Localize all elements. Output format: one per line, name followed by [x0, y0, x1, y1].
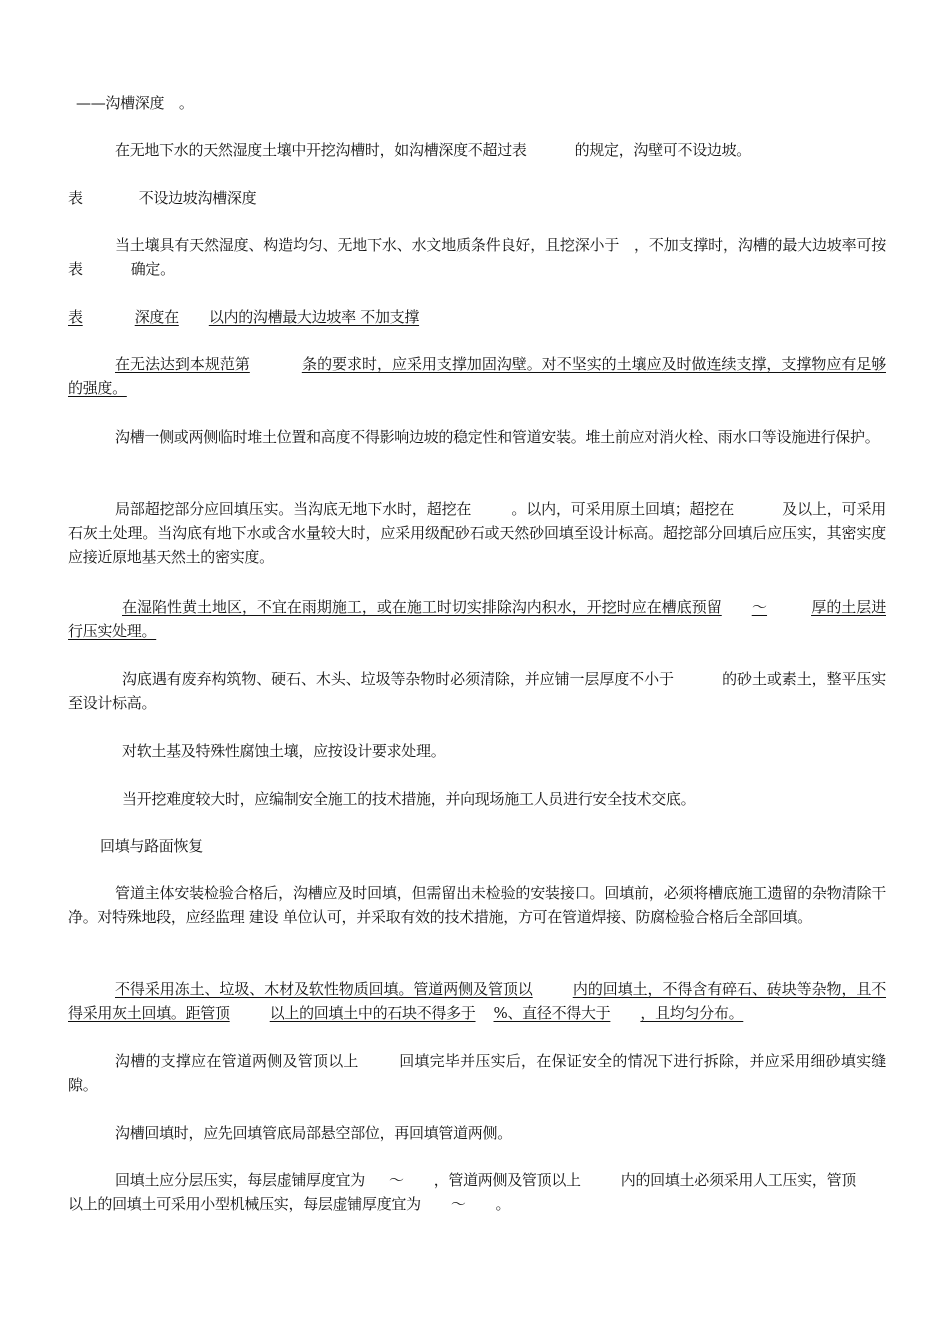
paragraph-backfill-order: 沟槽回填时，应先回填管底局部悬空部位，再回填管道两侧。	[115, 1124, 512, 1142]
table-caption-no-slope-depth: 表 不设边坡沟槽深度	[68, 189, 257, 207]
section-heading-backfill: 回填与路面恢复	[100, 837, 203, 855]
paragraph-soft-soil: 对软土基及特殊性腐蚀土壤，应按设计要求处理。	[122, 742, 446, 760]
paragraph-support-reinforcement: 在无法达到本规范第 条的要求时，应采用支撑加固沟壁。对不坚实的土壤应及时做连续支撑，支撑物应有足够的强度。	[68, 355, 886, 397]
paragraph-debris-removal: 沟底遇有废弃构筑物、硬石、木头、垃圾等杂物时必须清除，并应铺一层厚度不小于 的砂土或素土，整平压实至设计标高。	[68, 670, 887, 712]
paragraph-backfill-timing: 管道主体安装检验合格后，沟槽应及时回填，但需留出未检验的安装接口。回填前，必须将槽底施工遗留的杂物清除干净。对特殊地段，应经监理 建设 单位认可，并采取有效的技术措施，方可在管道焊接、防腐检验合格后全部回填。	[68, 884, 886, 926]
paragraph-soil-stacking: 沟槽一侧或两侧临时堆土位置和高度不得影响边坡的稳定性和管道安装。堆土前应对消火栓、雨水口等设施进行保护。	[115, 428, 880, 446]
paragraph-loess-area: 在湿陷性黄土地区，不宜在雨期施工，或在施工时切实排除沟内积水，开挖时应在槽底预留 ～ 厚的土层进行压实处理。	[68, 598, 886, 640]
paragraph-max-slope-rate: 当土壤具有天然湿度、构造均匀、无地下水、水文地质条件良好，且挖深小于 ，不加支撑时，沟槽的最大边坡率可按表 确定。	[68, 236, 886, 278]
table-caption-max-slope-rate: 表 深度在 以内的沟槽最大边坡率 不加支撑	[68, 308, 420, 326]
paragraph-no-slope-condition: 在无地下水的天然湿度土壤中开挖沟槽时，如沟槽深度不超过表 的规定，沟壁可不设边坡。	[115, 141, 752, 159]
paragraph-support-removal: 沟槽的支撑应在管道两侧及管顶以上 回填完毕并压实后，在保证安全的情况下进行拆除，并应采用细砂填实缝隙。	[68, 1052, 887, 1094]
paragraph-safety-measures: 当开挖难度较大时，应编制安全施工的技术措施，并向现场施工人员进行安全技术交底。	[122, 790, 696, 808]
paragraph-backfill-materials: 不得采用冻土、垃圾、木材及软性物质回填。管道两侧及管顶以 内的回填土，不得含有碎石、砖块等杂物，且不得采用灰土回填。距管顶 以上的回填土中的石块不得多于 %、直径不得大于 ，且均匀分布。	[68, 980, 887, 1022]
section-heading-trench-depth: ——沟槽深度 。	[76, 94, 194, 112]
paragraph-layered-compaction: 回填土应分层压实，每层虚铺厚度宜为 ～ ，管道两侧及管顶以上 内的回填土必须采用人工压实，管顶以上的回填土可采用小型机械压实，每层虚铺厚度宜为 ～ 。	[68, 1171, 856, 1213]
paragraph-over-excavation: 局部超挖部分应回填压实。当沟底无地下水时，超挖在 。以内，可采用原土回填；超挖在 及以上，可采用石灰土处理。当沟底有地下水或含水量较大时，应采用级配砂石或天然砂回填至设计标高。超挖部分回填后应压实，其密实度应接近原地基天然土的密实度。	[68, 500, 886, 566]
